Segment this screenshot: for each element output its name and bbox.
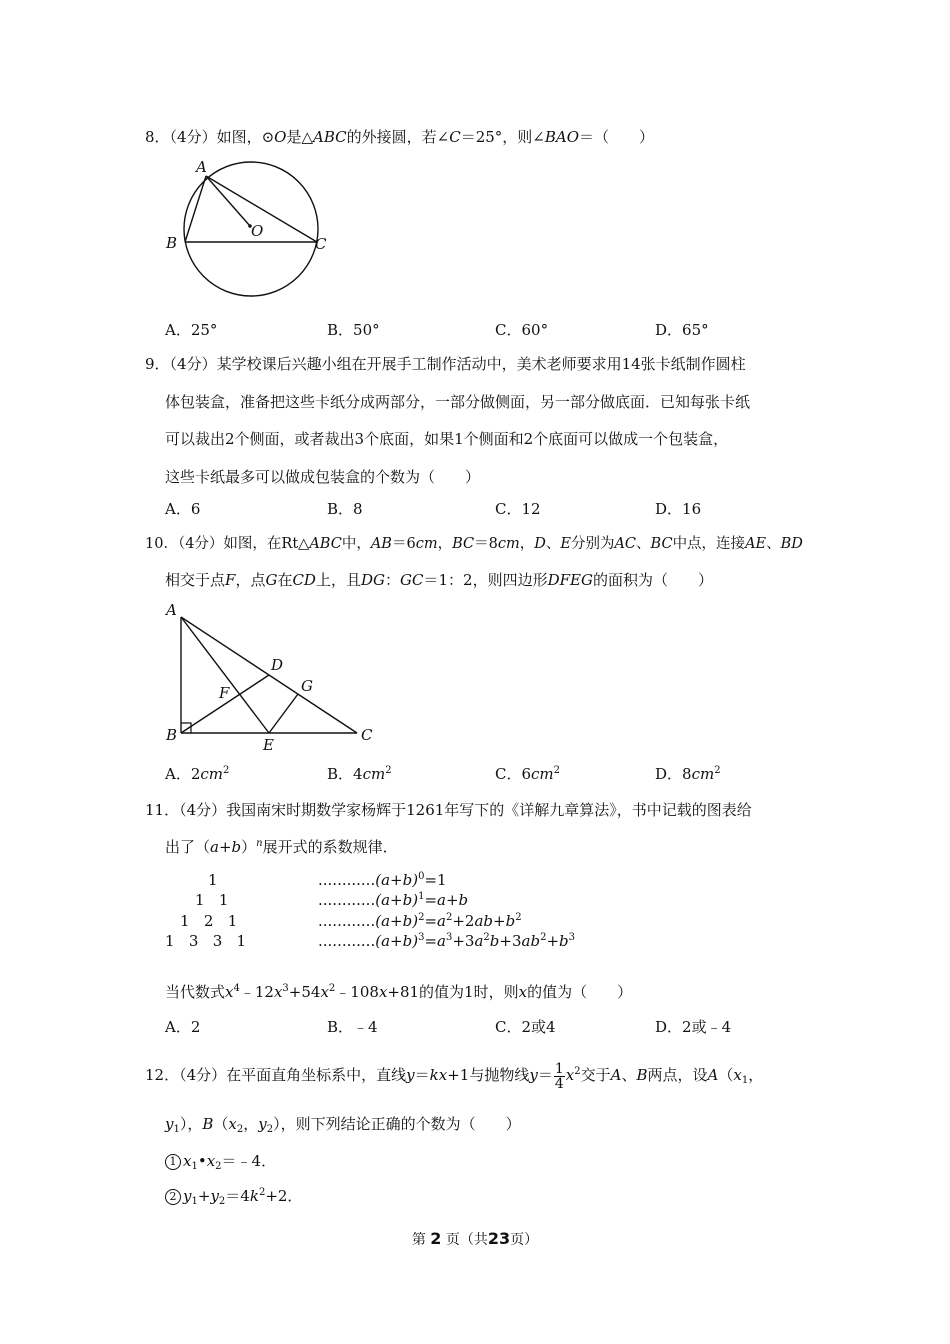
q10-option-c: C．$6cm^2$ xyxy=(495,765,561,783)
label-A: A xyxy=(166,601,177,619)
formula-row-2: $............(a+b)^2=a^2+2ab+b^2$ xyxy=(318,912,522,930)
q10-line-2: 相交于点F，点G在CD上，且DG：GC＝1：2，则四边形DFEG的面积为（ ） xyxy=(165,571,713,589)
footer-suffix: 页） xyxy=(510,1232,539,1248)
label-F: F xyxy=(219,684,230,702)
triangle-row-1: 1 1 xyxy=(195,891,229,909)
segment-AO xyxy=(206,176,250,226)
label-D: D xyxy=(271,656,284,674)
q12-item-1: 1 $x_1•x_2=﹣4$． xyxy=(165,1151,276,1171)
label-B: B xyxy=(166,234,178,252)
q8-stem: 8．（4分）如图，⊙O是△ABC的外接圆，若∠C＝25°，则∠BAO＝（ ） xyxy=(145,128,655,146)
formula-row-3: $............(a+b)^3=a^3+3a^2b+3ab^2+b^3$ xyxy=(318,932,576,950)
q11-option-d: D．2或﹣4 xyxy=(655,1018,732,1036)
q8-option-c: C．60° xyxy=(495,321,549,339)
page-footer xyxy=(0,1229,950,1249)
segment-AE xyxy=(181,617,269,733)
q11-option-c: C．2或4 xyxy=(495,1018,556,1036)
footer-prefix: 第 xyxy=(411,1232,426,1248)
q11-option-b: B．﹣4 xyxy=(327,1018,378,1036)
segment-EG xyxy=(269,694,298,733)
q9-line-2: 体包装盒，准备把这些卡纸分成两部分，一部分做侧面，另一部分做底面．已知每张卡纸 xyxy=(165,393,751,411)
q8-option-b: B．50° xyxy=(327,321,380,339)
q11-option-a: A．2 xyxy=(165,1018,201,1036)
formula-row-1: $............(a+b)^1=a+b$ xyxy=(318,891,469,909)
q8-option-d: D．65° xyxy=(655,321,709,339)
q8-figure xyxy=(160,150,340,310)
triangle-row-3: 1 3 3 1 xyxy=(165,932,247,950)
q9-option-b: B．8 xyxy=(327,500,363,518)
q11-question: 当代数式$x^4﹣12x^3+54x^2﹣108x+81$的值为1时，则x的值为（ ） xyxy=(165,983,633,1001)
q12-item-2: 2 $y_1+y_2=4k^2+2$． xyxy=(165,1186,302,1206)
label-C: C xyxy=(315,235,327,253)
q9-line-4: 这些卡纸最多可以做成包装盒的个数为（ ） xyxy=(165,468,481,486)
q9-option-c: C．12 xyxy=(495,500,541,518)
q10-option-a: A．$2cm^2$ xyxy=(165,765,230,783)
label-B: B xyxy=(166,726,178,744)
footer-total-pages: 23 xyxy=(487,1229,511,1248)
segment-AB xyxy=(185,176,206,242)
q12-line-2: $y_1$），$B(x_2$，$y_2$），则下列结论正确的个数为（ ） xyxy=(165,1115,521,1135)
label-E: E xyxy=(263,736,274,754)
label-O: O xyxy=(251,222,264,240)
formula-row-0: $............(a+b)^0=1$ xyxy=(318,871,447,889)
q9-option-d: D．16 xyxy=(655,500,702,518)
circled-number-1: 1 xyxy=(165,1154,181,1170)
q9-line-1: 9．（4分）某学校课后兴趣小组在开展手工制作活动中，美术老师要求用14张卡纸制作圆柱 xyxy=(145,355,746,373)
footer-page-number: 2 xyxy=(430,1229,442,1248)
q10-option-b: B．$4cm^2$ xyxy=(327,765,392,783)
circled-number-2: 2 xyxy=(165,1189,181,1205)
footer-middle: 页（共 xyxy=(445,1232,488,1248)
q10-figure xyxy=(160,597,380,757)
label-C: C xyxy=(361,726,373,744)
q10-option-d: D．$8cm^2$ xyxy=(655,765,721,783)
q9-option-a: A．6 xyxy=(165,500,201,518)
q10-line-1: 10．（4分）如图，在Rt△ABC中，AB＝6cm，BC＝8cm，D、E分别为AC、BC中点，连接AE、BD xyxy=(145,536,803,552)
triangle-row-0: 1 xyxy=(208,871,218,889)
q9-line-3: 可以裁出2个侧面，或者裁出3个底面，如果1个侧面和2个底面可以做成一个包装盒， xyxy=(165,430,729,448)
q11-line-1: 11．（4分）我国南宋时期数学家杨辉于1261年写下的《详解九章算法》，书中记载的图表给 xyxy=(145,801,752,819)
fraction-one-quarter: $\frac{1}{4}$ xyxy=(554,1060,564,1092)
triangle-row-2: 1 2 1 xyxy=(180,912,238,930)
q8-option-a: A．25° xyxy=(165,321,218,339)
label-A: A xyxy=(196,158,207,176)
q11-line-2: 出了$(a+b)^n$展开式的系数规律． xyxy=(165,838,398,856)
q12-line-1: 12．（4分）在平面直角坐标系中，直线y＝kx+1与抛物线y＝ $\frac{1}{4}$ $x^2$交于A、B两点，设$A(x_1$， xyxy=(145,1060,764,1092)
label-G: G xyxy=(301,677,313,695)
